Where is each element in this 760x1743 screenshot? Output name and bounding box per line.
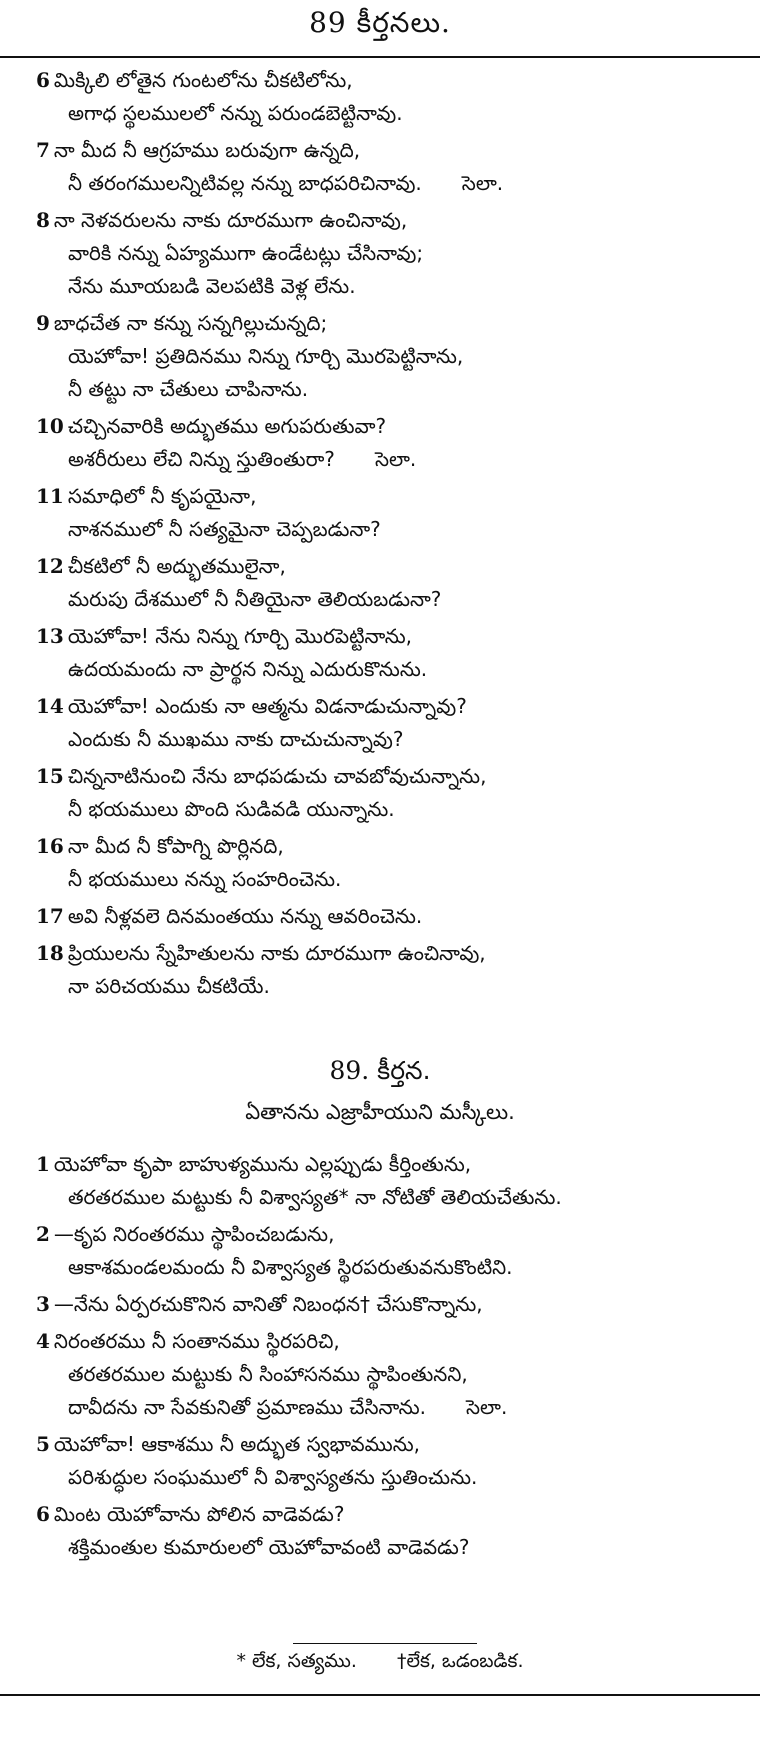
footer-rule	[0, 1694, 760, 1696]
verse-text: తరతరముల మట్టుకు నీ విశ్వాస్యత* నా నోటితో తెలియచేతును.	[68, 1185, 562, 1209]
verse-text: ప్రియులను స్నేహితులను నాకు దూరముగా ఉంచినావు,	[67, 941, 486, 965]
verse-text: నా పరిచయము చీకటియే.	[68, 974, 270, 998]
verse-text: —నేను ఏర్పరచుకొనిన వానితో నిబంధన† చేసుకొన్నాను,	[53, 1292, 483, 1316]
verse	[36, 550, 736, 616]
verse-first-line	[36, 307, 736, 340]
verse-text: చిన్ననాటినుంచి నేను బాధపడుచు చావబోవుచున్నాను,	[67, 764, 487, 788]
verse-text: అవి నీళ్లవలె దినమంతయు నన్ను ఆవరించెను.	[67, 904, 423, 928]
header-rule	[0, 56, 760, 58]
selah-marker: సెలా.	[374, 447, 417, 471]
verse-number: 14	[36, 694, 64, 718]
verse-text: నీ భయములు నన్ను సంహరించెను.	[68, 867, 342, 891]
verse-text: యెహోవా! ప్రతిదినము నిన్ను గూర్చి మొరపెట్టినాను,	[68, 344, 464, 368]
verse-number: 6	[36, 1502, 50, 1526]
verse-text: మిక్కిలి లోతైన గుంటలోను చీకటిలోను,	[53, 68, 353, 92]
verse-continuation-line	[36, 653, 736, 686]
verse-first-line	[36, 1148, 736, 1181]
verse	[36, 1288, 736, 1321]
verse-number: 5	[36, 1432, 50, 1456]
verse-first-line	[36, 134, 736, 167]
verse-continuation-line	[36, 237, 736, 270]
verse	[36, 307, 736, 406]
psalm-title: కీర్తన.	[377, 1056, 431, 1085]
verse-text: యెహోవా! నేను నిన్ను గూర్చి మొరపెట్టినాను,	[67, 624, 413, 648]
verse-text: మింట యెహోవాను పోలిన వాడెవడు?	[53, 1502, 345, 1526]
verse-text: నీ తరంగములన్నిటివల్ల నన్ను బాధపరిచినావు.	[68, 171, 422, 195]
psalm-number: 89.	[329, 1056, 370, 1085]
verse-continuation-line	[36, 583, 736, 616]
verse	[36, 1218, 736, 1284]
verse-text: నీ తట్టు నా చేతులు చాపినాను.	[68, 377, 309, 401]
verse	[36, 760, 736, 826]
selah-marker: సెలా.	[466, 1395, 508, 1419]
verse-text: పరిశుద్ధుల సంఘములో నీ విశ్వాస్యతను స్తుతించును.	[68, 1465, 478, 1489]
verse-first-line	[36, 1288, 736, 1321]
verse	[36, 410, 736, 476]
verse-number: 4	[36, 1329, 50, 1353]
verse-first-line	[36, 900, 736, 933]
verse-first-line	[36, 1498, 736, 1531]
verse-first-line	[36, 1218, 736, 1251]
verse-number: 3	[36, 1292, 50, 1316]
footnote-dagger: †లేక, ఒడంబడిక.	[396, 1650, 524, 1672]
footnote-rule	[293, 1643, 477, 1644]
verse	[36, 620, 736, 686]
verse-gap	[36, 1564, 736, 1568]
verse-number: 16	[36, 834, 64, 858]
verse-first-line	[36, 1428, 736, 1461]
verse-text: యెహోవా! ఎందుకు నా ఆత్మను విడనాడుచున్నావు?	[67, 694, 467, 718]
verse-number: 7	[36, 138, 50, 162]
verse-number: 18	[36, 941, 64, 965]
verse-continuation-line	[36, 723, 736, 756]
verse-text: నిరంతరము నీ సంతానము స్థిరపరిచి,	[53, 1329, 340, 1353]
verse-first-line	[36, 410, 736, 443]
verse-text: యెహోవా! ఆకాశము నీ అద్భుత స్వభావమును,	[53, 1432, 421, 1456]
verse-text: ఆకాశమండలమందు నీ విశ్వాస్యత స్థిరపరుతువనుకొంటిని.	[68, 1255, 513, 1279]
verse-text: వారికి నన్ను ఏహ్యముగా ఉండేటట్లు చేసినావు;	[68, 241, 424, 265]
verse-text: నా మీద నీ కోపాగ్ని పొర్లినది,	[67, 834, 284, 858]
verse-continuation-line	[36, 1461, 736, 1494]
verse-text: నా నెళవరులను నాకు దూరముగా ఉంచినావు,	[53, 208, 408, 232]
verse-text: నా మీద నీ ఆగ్రహము బరువుగా ఉన్నది,	[53, 138, 361, 162]
verse-continuation-line	[36, 270, 736, 303]
verse	[36, 1498, 736, 1564]
footnote-star: * లేక, సత్యము.	[236, 1650, 357, 1672]
psalm-89-verses	[36, 1148, 736, 1568]
verse	[36, 480, 736, 546]
verse-continuation-line	[36, 1251, 736, 1284]
verse-continuation-line	[36, 1391, 736, 1424]
verse-text: ఎందుకు నీ ముఖము నాకు దాచుచున్నావు?	[68, 727, 404, 751]
running-head: 89 కీర్తనలు.	[309, 6, 451, 39]
verse-number: 1	[36, 1152, 50, 1176]
verse-continuation-line	[36, 373, 736, 406]
verse-continuation-line	[36, 167, 736, 200]
verse-first-line	[36, 204, 736, 237]
verse-text: దావీదను నా సేవకునితో ప్రమాణము చేసినాను.	[68, 1395, 426, 1419]
verse-text: శక్తిమంతుల కుమారులలో యెహోవావంటి వాడెవడు?	[68, 1535, 470, 1559]
verse-gap	[36, 1003, 736, 1007]
verse-number: 10	[36, 414, 64, 438]
verse-text: చీకటిలో నీ అద్భుతములైనా,	[67, 554, 286, 578]
verse-first-line	[36, 480, 736, 513]
verse-first-line	[36, 620, 736, 653]
verse	[36, 1428, 736, 1494]
selah-marker: సెలా.	[461, 171, 504, 195]
verse-continuation-line	[36, 513, 736, 546]
verse-text: యెహోవా కృపా బాహుళ్యమును ఎల్లప్పుడు కీర్తింతును,	[53, 1152, 472, 1176]
footnotes	[0, 1650, 760, 1677]
psalm-88-verses	[36, 64, 736, 1007]
verse-number: 9	[36, 311, 50, 335]
verse-text: సమాధిలో నీ కృపయైనా,	[67, 484, 257, 508]
verse-text: —కృప నిరంతరము స్థాపించబడును,	[53, 1222, 335, 1246]
verse	[36, 937, 736, 1003]
verse-continuation-line	[36, 340, 736, 373]
psalm-heading	[0, 1056, 760, 1092]
verse-first-line	[36, 1325, 736, 1358]
verse-first-line	[36, 760, 736, 793]
verse	[36, 900, 736, 933]
verse-number: 2	[36, 1222, 50, 1246]
verse-number: 17	[36, 904, 64, 928]
verse-continuation-line	[36, 1181, 736, 1214]
verse	[36, 1148, 736, 1214]
verse	[36, 134, 736, 200]
verse-text: అగాధ స్థలములలో నన్ను పరుండబెట్టినావు.	[68, 101, 403, 125]
verse-first-line	[36, 64, 736, 97]
verse-first-line	[36, 550, 736, 583]
verse-continuation-line	[36, 863, 736, 896]
verse-number: 12	[36, 554, 64, 578]
verse-continuation-line	[36, 443, 736, 476]
verse-text: మరుపు దేశములో నీ నీతియైనా తెలియబడునా?	[68, 587, 442, 611]
psalm-subtitle: ఏతానను ఎజ్రాహీయుని మస్కీలు.	[245, 1100, 515, 1124]
verse-continuation-line	[36, 793, 736, 826]
verse-continuation-line	[36, 97, 736, 130]
verse-number: 6	[36, 68, 50, 92]
verse-text: నేను మూయబడి వెలపటికి వెళ్ల లేను.	[68, 274, 356, 298]
verse-number: 11	[36, 484, 64, 508]
verse-number: 8	[36, 208, 50, 232]
verse-text: చచ్చినవారికి అద్భుతము అగుపరుతువా?	[67, 414, 387, 438]
verse-number: 13	[36, 624, 64, 648]
verse	[36, 830, 736, 896]
verse-first-line	[36, 690, 736, 723]
verse-number: 15	[36, 764, 64, 788]
verse-text: అశరీరులు లేచి నిన్ను స్తుతింతురా?	[68, 447, 335, 471]
verse-text: ఉదయమందు నా ప్రార్థన నిన్ను ఎదురుకొనును.	[68, 657, 428, 681]
verse	[36, 64, 736, 130]
verse-text: నీ భయములు పొంది సుడివడి యున్నాను.	[68, 797, 395, 821]
verse-continuation-line	[36, 970, 736, 1003]
verse	[36, 690, 736, 756]
verse-first-line	[36, 830, 736, 863]
verse-text: తరతరముల మట్టుకు నీ సింహాసనము స్థాపింతునని,	[68, 1362, 468, 1386]
verse-text: బాధచేత నా కన్ను సన్నగిల్లుచున్నది;	[53, 311, 328, 335]
verse-first-line	[36, 937, 736, 970]
verse-text: నాశనములో నీ సత్యమైనా చెప్పబడునా?	[68, 517, 381, 541]
verse	[36, 204, 736, 303]
verse	[36, 1325, 736, 1424]
verse-continuation-line	[36, 1531, 736, 1564]
verse-continuation-line	[36, 1358, 736, 1391]
